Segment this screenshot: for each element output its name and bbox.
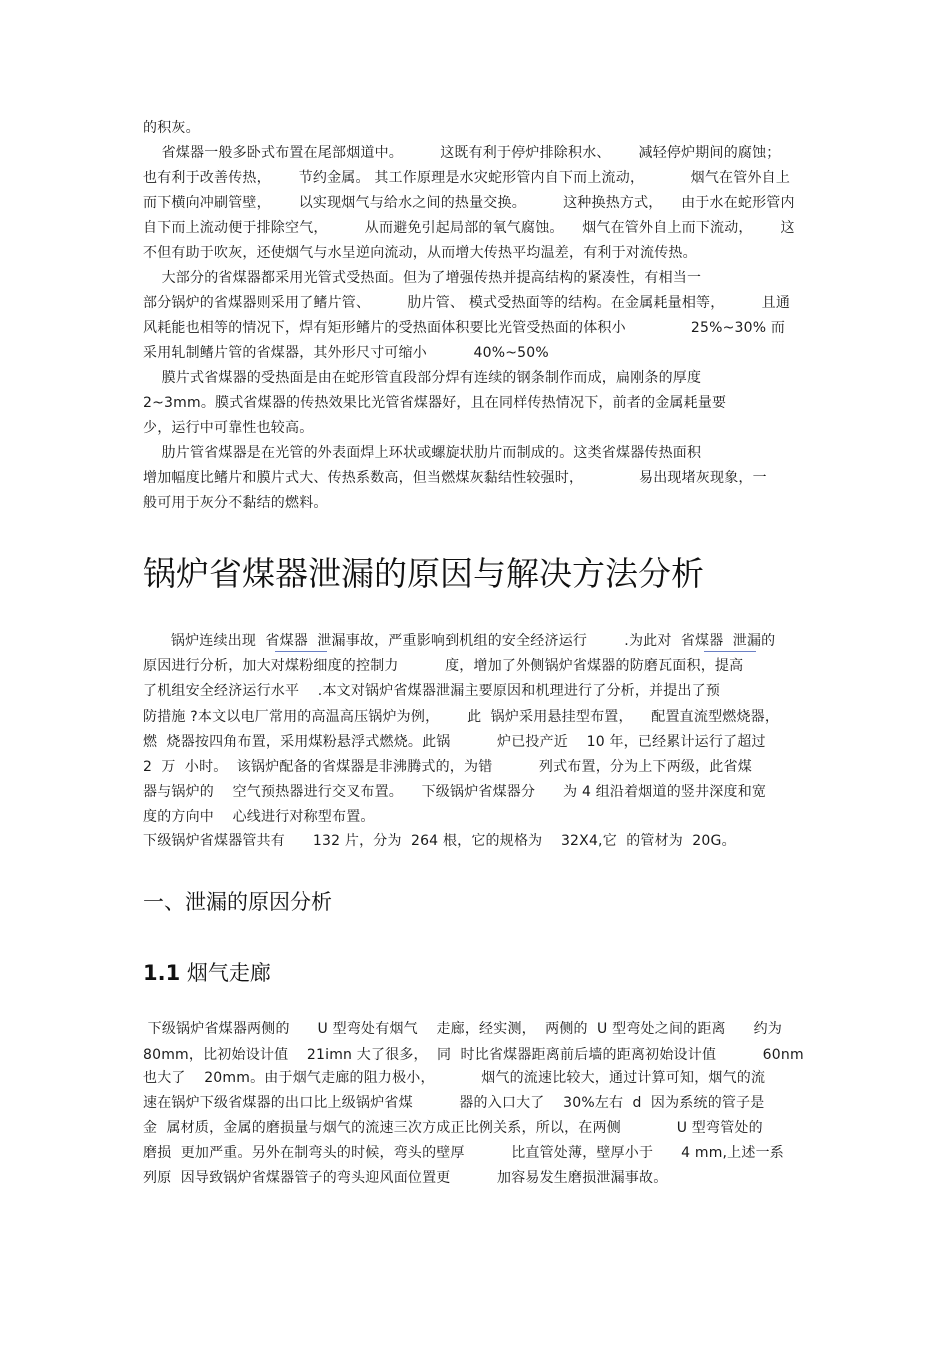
text-line: 原因进行分析，加大对煤粉细度的控制力 度，增加了外侧锅炉省煤器的防磨瓦面积，提高 [143,658,744,674]
subsection-title: 烟气走廊 [180,961,271,985]
text-line: 膜片式省煤器的受热面是由在蛇形管直段部分焊有连续的钢条制作而成，扁刚条的厚度 [143,370,702,386]
text-line: 大部分的省煤器都采用光管式受热面。但为了增强传热并提高结构的紧凑性，有相当一 [143,270,702,286]
text-line: 2~3mm。膜式省煤器的传热效果比光管省煤器好，且在同样传热情况下，前者的金属耗量要 [143,395,727,411]
text-line: 金 属材质，金属的磨损量与烟气的流速三次方成正比例关系，所以，在两侧 U 型弯管处的 [143,1120,763,1136]
text-line: 肋片管省煤器是在光管的外表面焊上环状或螺旋状肋片而制成的。这类省煤器传热面积 [143,445,702,461]
text-line: 下级锅炉省煤器两侧的 U 型弯处有烟气 走廊，经实测， 两侧的 U 型弯处之间的距离 约为 [143,1021,783,1037]
subsection-heading [143,959,271,987]
text-line: 2 万 小时。 该锅炉配备的省煤器是非沸腾式的，为错 列式布置，分为上下两级，此省煤 [143,759,752,775]
text-line: 省煤器一般多卧式布置在尾部烟道中。 这既有利于停炉排除积水、 减轻停炉期间的腐蚀； [143,145,781,161]
subsection-number: 1.1 [143,961,181,985]
text-line: 采用轧制鳍片管的省煤器，其外形尺寸可缩小 40%~50% [143,345,549,361]
text-line: 燃 烧器按四角布置，采用煤粉悬浮式燃烧。此锅 炉已投产近 10 年，已经累计运行了超过 [143,734,766,750]
text-line: 风耗能也相等的情况下，焊有矩形鳍片的受热面体积要比光管受热面的体积小 25%~30% 而 [143,320,786,336]
text-line: 少，运行中可靠性也较高。 [143,420,314,436]
text-line: 器与锅炉的 空气预热器进行交叉布置。 下级锅炉省煤器分 为 4 组沿着烟道的竖井深度和宽 [143,784,767,800]
text-line: 80mm，比初始设计值 21imn 大了很多， 同 时比省煤器距离前后墙的距离初始设计值 60nm [143,1047,804,1063]
text-line: 不但有助于吹灰，还使烟气与水呈逆向流动，从而增大传热平均温差，有利于对流传热。 [143,245,697,261]
text-line: 磨损 更加严重。另外在制弯头的时候，弯头的壁厚 比直管处薄，壁厚小于 4 mm,上述一系 [143,1145,784,1161]
text-line: 般可用于灰分不黏结的燃料。 [143,495,328,511]
text-line: 也有利于改善传热， 节约金属。 其工作原理是水灾蛇形管内自下而上流动， 烟气在管外自上 [143,170,791,186]
text-line: 部分锅炉的省煤器则采用了鳍片管、 肋片管、 模式受热面等的结构。在金属耗量相等， 且通 [143,295,791,311]
article-title: 锅炉省煤器泄漏的原因与解决方法分析 [143,554,704,593]
text-line: 度的方向中 心线进行对称型布置。 [143,809,375,825]
text-line: 也大了 20mm。由于烟气走廊的阻力极小， 烟气的流速比较大，通过计算可知，烟气的流 [143,1070,766,1086]
text-line: 的积灰。 [143,120,200,136]
text-line: 下级锅炉省煤器管共有 132 片，分为 264 根，它的规格为 32X4,它 的管材为 20G。 [143,833,736,849]
text-line: 锅炉连续出现 省煤器 泄漏事故，严重影响到机组的安全经济运行 .为此对 省煤器 泄漏的 [143,633,776,649]
text-line: 速在锅炉下级省煤器的出口比上级锅炉省煤 器的入口大了 30%左右 d 因为系统的管子是 [143,1095,765,1111]
text-line: 自下而上流动便于排除空气， 从而避免引起局部的氧气腐蚀。 烟气在管外自上而下流动， 这 [143,220,795,236]
text-line: 而下横向冲刷管壁， 以实现烟气与给水之间的热量交换。 这种换热方式， 由于水在蛇形管内 [143,195,795,211]
link-underline [704,651,756,652]
section-heading: 一、泄漏的原因分析 [143,890,332,914]
text-line: 了机组安全经济运行水平 .本文对锅炉省煤器泄漏主要原因和机理进行了分析，并提出了预 [143,683,721,699]
text-line: 防措施 ?本文以电厂常用的高温高压锅炉为例， 此 锅炉采用悬挂型布置， 配置直流型燃烧器， [143,709,780,725]
text-line: 列原 因导致锅炉省煤器管子的弯头迎风面位置更 加容易发生磨损泄漏事故。 [143,1170,668,1186]
link-underline [275,651,327,652]
text-line: 增加幅度比鳍片和膜片式大、传热系数高，但当燃煤灰黏结性较强时， 易出现堵灰现象，一 [143,470,767,486]
